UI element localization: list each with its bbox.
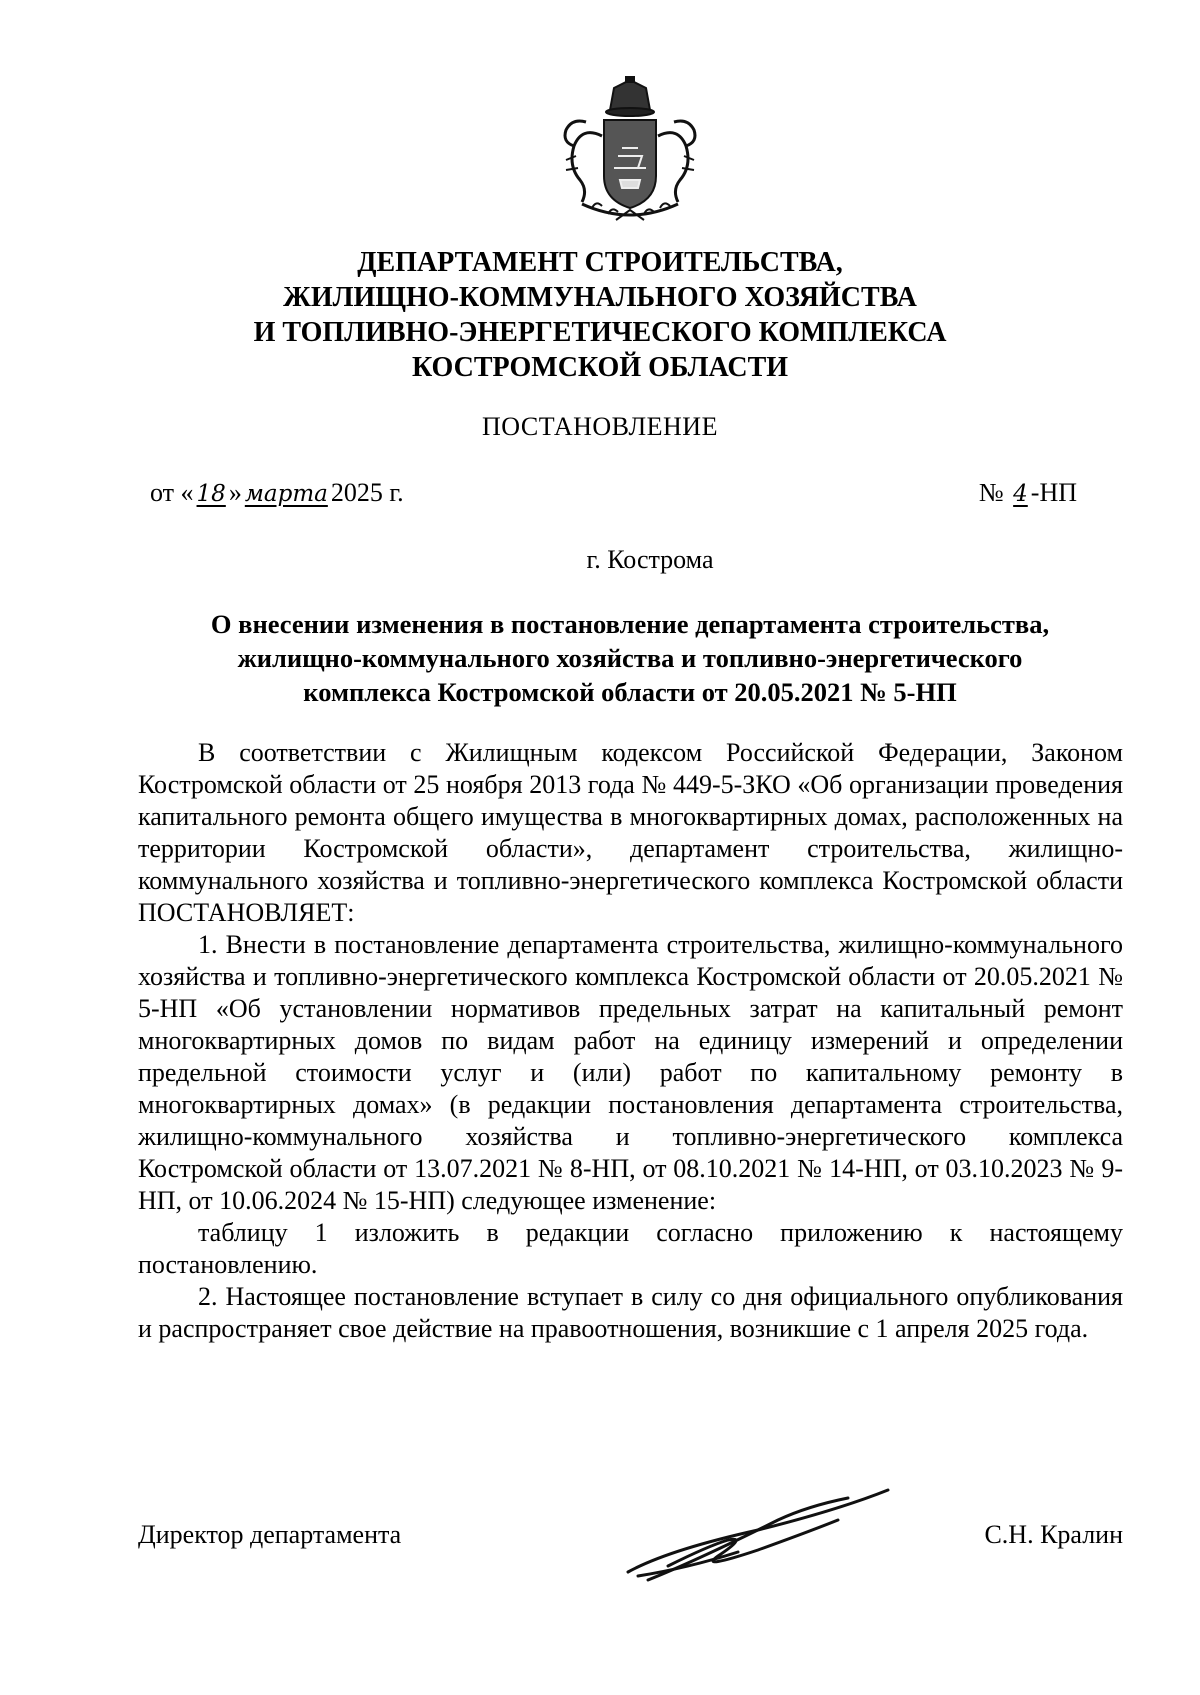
document-number bbox=[979, 478, 1077, 508]
document-type: ПОСТАНОВЛЕНИЕ bbox=[482, 412, 718, 441]
subject-line: О внесении изменения в постановление департамента строительства, bbox=[210, 609, 1050, 639]
signature-block bbox=[138, 1510, 1123, 1590]
signatory-title: Директор департамента bbox=[138, 1520, 402, 1549]
subject-line: комплекса Костромской области от 20.05.2021 № 5-НП bbox=[303, 677, 957, 707]
city: г. Кострома bbox=[586, 545, 714, 574]
department-header-line: ДЕПАРТАМЕНТ СТРОИТЕЛЬСТВА, bbox=[357, 247, 843, 278]
date-day-handwritten: 18 bbox=[196, 481, 226, 507]
date-year: 2025 г. bbox=[330, 478, 404, 507]
department-header bbox=[150, 245, 1050, 385]
number-prefix: № bbox=[978, 478, 1004, 507]
document-subject bbox=[170, 607, 1090, 709]
date-middle: » bbox=[228, 478, 242, 507]
document-date bbox=[150, 478, 404, 508]
number-suffix: -НП bbox=[1030, 478, 1077, 507]
signatory-name: С.Н. Кралин bbox=[984, 1520, 1123, 1549]
kostroma-coat-of-arms-icon bbox=[552, 76, 708, 228]
number-value-handwritten: 4 bbox=[1013, 481, 1028, 507]
body-paragraph: В соответствии с Жилищным кодексом Российской Федерации, Законом Костромской области от 25 ноября 2013 года № 449-5-ЗКО «Об организации проведения капитального ремонта общего имущества в многоквартирных домах, расположенных на территории Костромской области», департамент строительства, жилищно-коммунального хозяйства и топливно-энергетического комплекса Костромской области ПОСТАНОВЛЯЕТ: bbox=[138, 738, 1123, 927]
department-header-line: И ТОПЛИВНО-ЭНЕРГЕТИЧЕСКОГО КОМПЛЕКСА bbox=[253, 317, 947, 348]
subject-line: жилищно-коммунального хозяйства и топливно-энергетического bbox=[237, 643, 1023, 673]
date-prefix: от « bbox=[150, 478, 194, 507]
department-header-line: ЖИЛИЩНО-КОММУНАЛЬНОГО ХОЗЯЙСТВА bbox=[283, 282, 917, 313]
department-header-line: КОСТРОМСКОЙ ОБЛАСТИ bbox=[411, 352, 789, 383]
body-paragraph: 2. Настоящее постановление вступает в силу со дня официального опубликования и распространяет свое действие на правоотношения, возникшие с 1 апреля 2025 года. bbox=[138, 1282, 1123, 1343]
date-month-handwritten: марта bbox=[244, 481, 328, 507]
body-paragraph: 1. Внести в постановление департамента строительства, жилищно-коммунального хозяйства и топливно-энергетического комплекса Костромской области от 20.05.2021 № 5-НП «Об установлении нормативов предельных затрат на капитальный ремонт многоквартирных домов по видам работ на единицу измерений и определении предельной стоимости услуг и (или) работ по капитальному ремонту в многоквартирных домах» (в редакции постановления департамента строительства, жилищно-коммунального хозяйства и топливно-энергетического комплекса Костромской области от 13.07.2021 № 8-НП, от 08.10.2021 № 14-НП, от 03.10.2023 № 9-НП, от 10.06.2024 № 15-НП) следующее изменение: bbox=[138, 930, 1123, 1215]
body-paragraph: таблицу 1 изложить в редакции согласно приложению к настоящему постановлению. bbox=[138, 1218, 1123, 1279]
document-body bbox=[138, 737, 1123, 1345]
handwritten-signature-icon bbox=[608, 1480, 898, 1590]
